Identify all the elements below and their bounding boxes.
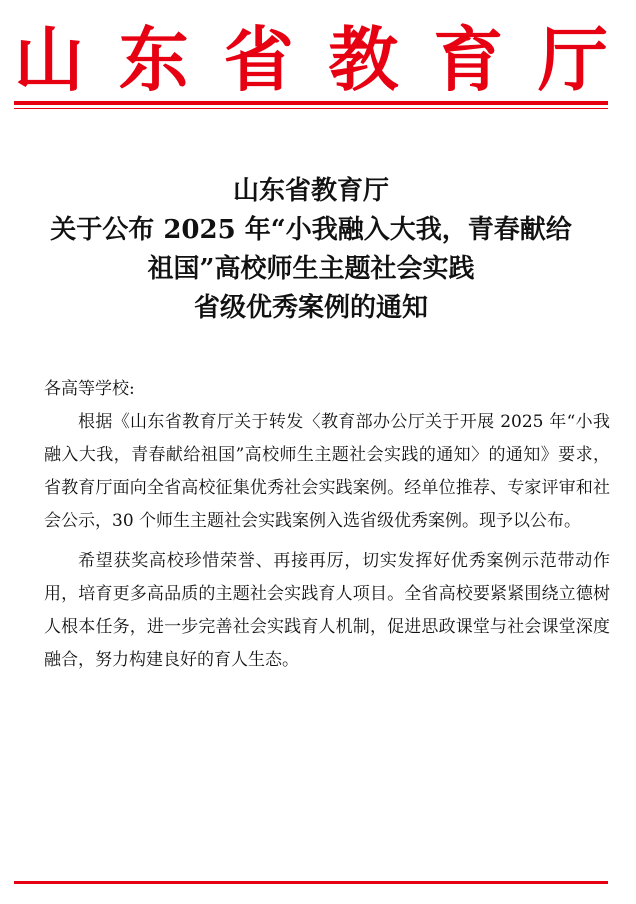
letterhead-char: 山	[14, 19, 84, 101]
letterhead-char: 省	[223, 19, 294, 101]
footer-divider	[14, 881, 608, 884]
letterhead-divider-thin	[14, 108, 608, 109]
document-body	[44, 373, 610, 677]
body-paragraph: 根据《山东省教育厅关于转发〈教育部办公厅关于开展 2025 年“小我融入大我，青春献给祖国”高校师生主题社会实践的通知〉的通知》要求，省教育厅面向全省高校征集优秀社会实践案例。经单位推荐、专家评审和社会公示，30 个师生主题社会实践案例入选省级优秀案例。现予以公布。	[44, 412, 610, 531]
document-title	[14, 172, 608, 328]
body-paragraph: 希望获奖高校珍惜荣誉、再接再厉，切实发挥好优秀案例示范带动作用，培育更多高品质的主题社会实践育人项目。全省高校要紧紧围绕立德树人根本任务，进一步完善社会实践育人机制，促进思政课堂与社会课堂深度融合，努力构建良好的育人生态。	[44, 551, 610, 670]
letterhead	[14, 19, 608, 101]
letterhead-char: 教	[328, 19, 399, 101]
letterhead-char: 厅	[537, 19, 608, 101]
letterhead-divider	[14, 101, 608, 105]
salutation: 各高等学校:	[44, 379, 135, 399]
letterhead-char: 东	[118, 19, 189, 101]
title-line: 省级优秀案例的通知	[193, 293, 428, 323]
title-line: 祖国”高校师生主题社会实践	[147, 254, 475, 284]
title-line: 山东省教育厅	[232, 176, 389, 206]
title-line: 关于公布 2025 年“小我融入大我，青春献给	[50, 215, 572, 245]
letterhead-char: 育	[433, 19, 504, 101]
